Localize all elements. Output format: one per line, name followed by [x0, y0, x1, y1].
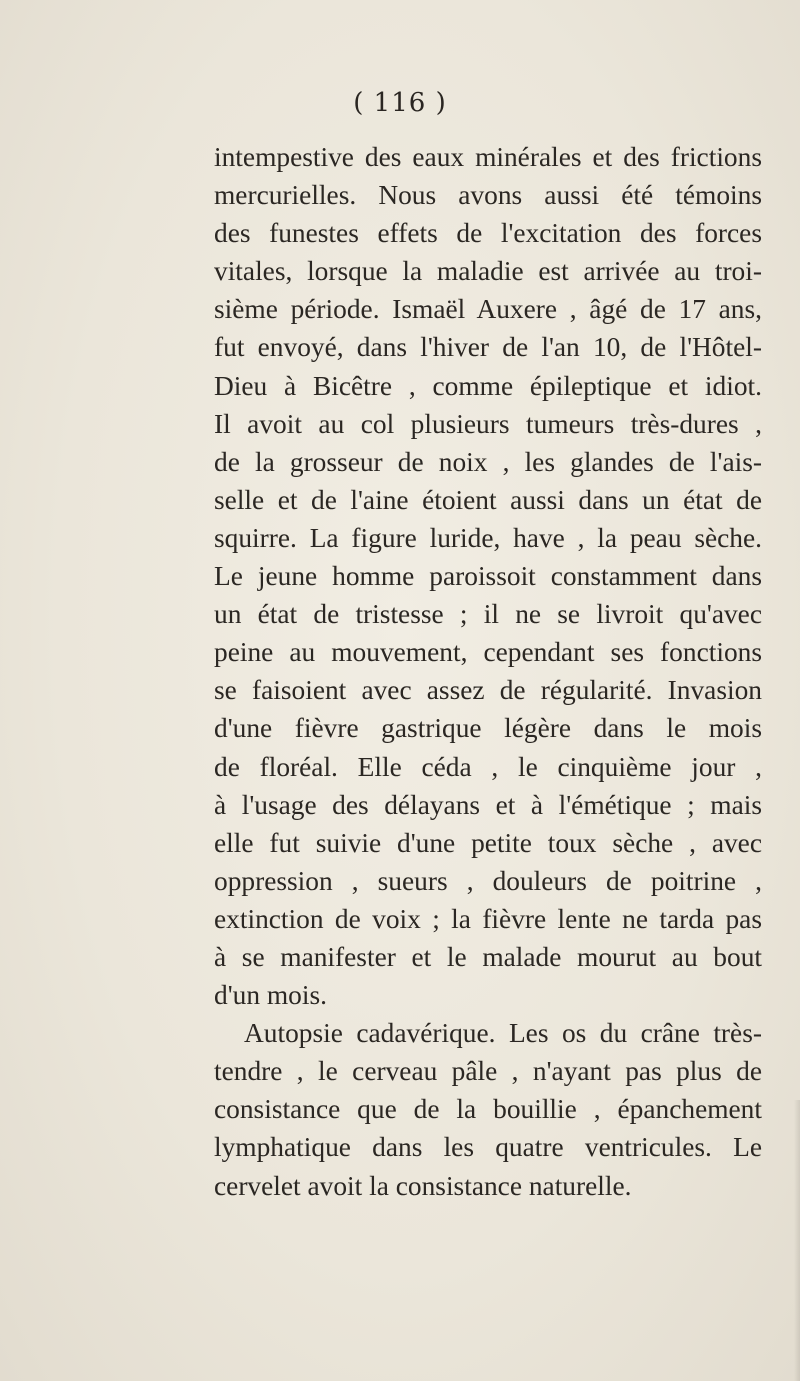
- text-line: d'un mois.: [214, 980, 327, 1011]
- text-line: Le jeune homme paroissoit constamment dans: [214, 561, 762, 592]
- text-line: un état de tristesse ; il ne se livroit qu'avec: [214, 599, 762, 630]
- text-line: intempestive des eaux minérales et des frictions: [214, 142, 762, 172]
- page-number: ( 116 ): [353, 88, 447, 118]
- text-line: Il avoit au col plusieurs tumeurs très-dures ,: [214, 408, 762, 439]
- text-line: oppression , sueurs , douleurs de poitrine ,: [214, 865, 762, 896]
- text-line: elle fut suivie d'une petite toux sèche , avec: [214, 827, 762, 858]
- paragraph-autopsy: [214, 1014, 762, 1204]
- text-line: vitales, lorsque la maladie est arrivée au troi-: [214, 256, 762, 287]
- text-line: squirre. La figure luride, have , la peau sèche.: [214, 522, 762, 553]
- paragraph-case-report: [214, 138, 762, 1014]
- text-line: peine au mouvement, cependant ses fonctions: [214, 637, 762, 668]
- text-line: mercurielles. Nous avons aussi été témoins: [214, 180, 762, 211]
- text-line: à se manifester et le malade mourut au bout: [214, 941, 762, 972]
- text-line: Autopsie cadavérique. Les os du crâne très-: [244, 1018, 762, 1049]
- text-line: sième période. Ismaël Auxere , âgé de 17 ans,: [214, 294, 762, 325]
- text-line: à l'usage des délayans et à l'émétique ; mais: [214, 789, 762, 820]
- text-line: Dieu à Bicêtre , comme épileptique et idiot.: [214, 370, 762, 401]
- text-line: de la grosseur de noix , les glandes de l'ais-: [214, 446, 762, 477]
- page-edge-shadow: [794, 1100, 800, 1381]
- text-line: extinction de voix ; la fièvre lente ne tarda pas: [214, 903, 762, 934]
- text-line: de floréal. Elle céda , le cinquième jour ,: [214, 751, 762, 782]
- text-line: des funestes effets de l'excitation des forces: [214, 218, 762, 249]
- text-line: tendre , le cerveau pâle , n'ayant pas plus de: [214, 1056, 762, 1087]
- text-line: lymphatique dans les quatre ventricules. Le: [214, 1132, 762, 1163]
- body-text: [214, 138, 762, 1205]
- text-line: cervelet avoit la consistance naturelle.: [214, 1170, 632, 1201]
- text-line: selle et de l'aine étoient aussi dans un état de: [214, 484, 762, 515]
- text-line: fut envoyé, dans l'hiver de l'an 10, de l'Hôtel-: [214, 332, 762, 363]
- text-line: d'une fièvre gastrique légère dans le mois: [214, 713, 762, 744]
- text-line: se faisoient avec assez de régularité. Invasion: [214, 675, 762, 706]
- text-line: consistance que de la bouillie , épanchement: [214, 1094, 762, 1125]
